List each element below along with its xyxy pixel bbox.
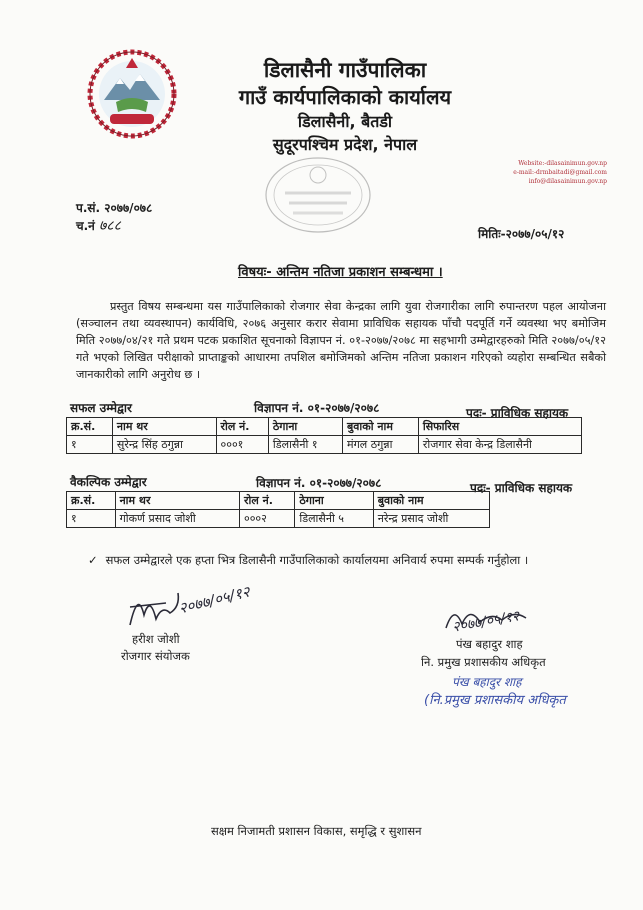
email-text: e-mail:-drmbaitadi@gmail.com bbox=[513, 169, 607, 176]
col-name: नाम थर bbox=[115, 492, 239, 510]
cell-father: मंगल ठगुन्ना bbox=[343, 436, 419, 454]
alternate-heading: वैकल्पिक उम्मेद्वार bbox=[70, 475, 147, 489]
org-name: डिलासैनी गाउँपालिका bbox=[263, 58, 427, 82]
dispatch-number: च.नं ७८८ bbox=[76, 218, 121, 234]
dispatch-number-handwritten: ७८८ bbox=[99, 218, 121, 234]
stamp-name: पंख बहादुर शाह bbox=[452, 675, 522, 689]
successful-ad-number: विज्ञापन नं. ०१-२०७७/२०७८ bbox=[254, 401, 380, 415]
contact-block bbox=[470, 159, 607, 186]
col-father: बुवाको नाम bbox=[343, 418, 419, 436]
letter-ref-number: प.सं. २०७७/०७८ bbox=[76, 201, 153, 215]
alternate-ad-number: विज्ञापन नं. ०१-२०७७/२०७८ bbox=[256, 476, 382, 490]
cell-father: नरेन्द्र प्रसाद जोशी bbox=[373, 510, 489, 528]
note-line bbox=[88, 553, 528, 568]
office-location: डिलासैनी, बैतडी bbox=[297, 112, 393, 131]
col-name: नाम थर bbox=[112, 418, 216, 436]
nepal-emblem-icon bbox=[86, 48, 178, 140]
checkmark-icon: ✓ bbox=[88, 553, 98, 567]
successful-table bbox=[66, 417, 582, 454]
signatory-left-name: हरीश जोशी bbox=[132, 632, 180, 646]
cell-address: डिलासैनी १ bbox=[268, 436, 342, 454]
table-row bbox=[67, 436, 582, 454]
successful-post: पदः- प्राविधिक सहायक bbox=[466, 406, 569, 420]
note-text: सफल उम्मेद्वारले एक हप्ता भित्र डिलासैनी गाउँपालिकाको कार्यालयमा अनिवार्य रुपमा सम्पर्क गर्नुहोला । bbox=[105, 553, 529, 567]
letter-body: प्रस्तुत विषय सम्बन्धमा यस गाउँपालिकाको रोजगार सेवा केन्द्रका लागि युवा रोजगारीका लागि रुपान्तरण पहल आयोजना (सञ्चालन तथा व्यवस्थापन) कार्यविधि, २०७६ अनुसार करार सेवामा प्राविधिक सहायक पाँचौ पदपूर्ति गर्ने व्यवस्था भए बमोजिम मिति २०७७/०४/२१ गते प्रथम पटक प्रकाशित सूचनाको विज्ञापन नं. ०१-२०७७/२०७८ मा सहभागी उम्मेद्वारहरुको मिति २०७७/०५/१२ गते भएको लिखित परीक्षाको प्राप्ताङ्कको आधारमा तपशिल बमोजिमको अन्तिम नतिजा प्रकाशन गरिएको व्यहोरा सम्बन्धित सबैको जानकारीको लागि अनुरोध छ । bbox=[76, 300, 606, 381]
office-name: गाउँ कार्यपालिकाको कार्यालय bbox=[238, 85, 452, 109]
website-text: Website:-dilasainimun.gov.np bbox=[518, 160, 607, 167]
table-header-row bbox=[67, 418, 582, 436]
office-stamp-icon bbox=[263, 155, 373, 235]
office-province: सुदूरपश्चिम प्रदेश, नेपाल bbox=[272, 135, 418, 154]
signatory-left-title: रोजगार संयोजक bbox=[121, 649, 190, 663]
alternate-table bbox=[66, 491, 490, 528]
col-recommendation: सिफारिस bbox=[418, 418, 581, 436]
alternate-post: पदः- प्राविधिक सहायक bbox=[470, 481, 573, 495]
col-father: बुवाको नाम bbox=[373, 492, 489, 510]
col-address: ठेगाना bbox=[295, 492, 373, 510]
signature-right-date: २०७७/०५/१२ bbox=[451, 608, 521, 636]
cell-name: गोकर्ण प्रसाद जोशी bbox=[115, 510, 239, 528]
col-serial: क्र.सं. bbox=[67, 492, 116, 510]
cell-recommendation: रोजगार सेवा केन्द्र डिलासैनी bbox=[418, 436, 581, 454]
cell-roll: ०००२ bbox=[239, 510, 294, 528]
cell-address: डिलासैनी ५ bbox=[295, 510, 373, 528]
col-address: ठेगाना bbox=[268, 418, 342, 436]
cell-name: सुरेन्द्र सिंह ठगुन्ना bbox=[112, 436, 216, 454]
successful-heading: सफल उम्मेद्वार bbox=[70, 401, 132, 415]
signature-left-date: २०७७/०५/१२ bbox=[176, 582, 252, 618]
col-roll: रोल नं. bbox=[216, 418, 268, 436]
cell-roll: ०००१ bbox=[216, 436, 268, 454]
letter-subject: विषयः- अन्तिम नतिजा प्रकाशन सम्बन्धमा । bbox=[238, 265, 443, 280]
col-serial: क्र.सं. bbox=[67, 418, 113, 436]
signatory-right-title: नि. प्रमुख प्रशासकीय अधिकृत bbox=[421, 655, 546, 669]
signatory-right-name: पंख बहादुर शाह bbox=[456, 637, 523, 651]
letter-date: मितिः-२०७७/०५/१२ bbox=[478, 227, 565, 241]
cell-serial: १ bbox=[67, 436, 113, 454]
table-header-row bbox=[67, 492, 490, 510]
info-email-text: info@dilasainimun.gov.np bbox=[528, 178, 607, 185]
cell-serial: १ bbox=[67, 510, 116, 528]
stamp-title: (नि.प्रमुख प्रशासकीय अधिकृत bbox=[424, 693, 566, 708]
table-row bbox=[67, 510, 490, 528]
footer-motto: सक्षम निजामती प्रशासन विकास, समृद्धि र सुशासन bbox=[211, 824, 422, 838]
col-roll: रोल नं. bbox=[239, 492, 294, 510]
